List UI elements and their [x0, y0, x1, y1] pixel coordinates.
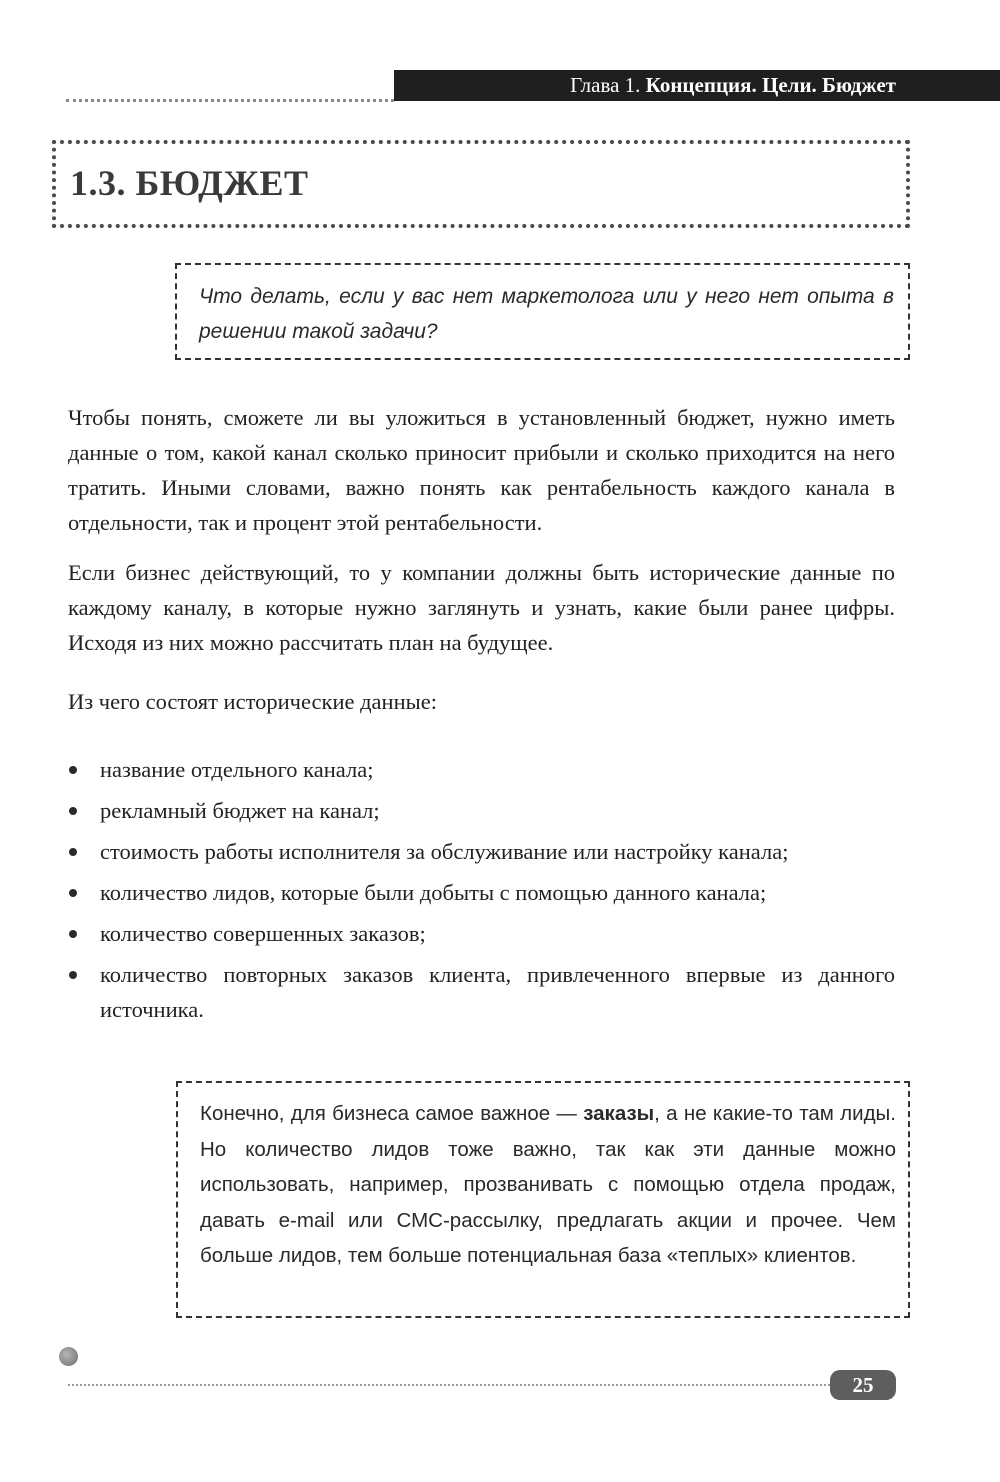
page-number: 25 — [830, 1370, 896, 1400]
list-item: рекламный бюджет на канал; — [68, 793, 895, 828]
list-item: стоимость работы исполнителя за обслуживание или настройку канала; — [68, 834, 895, 869]
list-item: количество повторных заказов клиента, привлеченного впервые из данного источника. — [68, 957, 895, 1027]
body-paragraph-1: Чтобы понять, сможете ли вы уложиться в установленный бюджет, нужно иметь данные о том, какой канал сколько приносит прибыли и сколько приходится на него тратить. Иными словами, важно понять как рентабельность каждого канала в отдельности, так и процент этой рентабельности. — [68, 405, 895, 535]
bullet-icon — [69, 971, 77, 979]
historical-data-list — [68, 752, 895, 1033]
note-bold-word: заказы — [583, 1102, 655, 1125]
bullet-icon — [69, 807, 77, 815]
chapter-prefix: Глава 1. — [570, 73, 646, 97]
running-header — [394, 70, 1000, 101]
question-callout — [175, 263, 910, 360]
section-heading-box — [52, 140, 910, 228]
footer-dotted-rule — [68, 1384, 830, 1386]
note-text: Конечно, для бизнеса самое важное — заказы, а не какие-то там лиды. Но количество лидов тоже важно, так как эти данные можно использовать, например, прозванивать с помощью отдела продаж, давать e-mail или СМС-рассылку, предлагать акции и прочее. Чем больше лидов, тем больше потенциальная база «теплых» клиентов. — [200, 1102, 896, 1267]
bullet-icon — [69, 930, 77, 938]
note-callout — [176, 1081, 910, 1318]
bullet-icon — [69, 766, 77, 774]
footer-circle-icon — [59, 1347, 78, 1366]
list-item: количество совершенных заказов; — [68, 916, 895, 951]
bullet-icon — [69, 889, 77, 897]
question-text: Что делать, если у вас нет маркетолога или у него нет опыта в решении такой задачи? — [199, 285, 894, 343]
bullet-icon — [69, 848, 77, 856]
section-title: 1.3. БЮДЖЕТ — [70, 163, 309, 203]
header-dotted-rule — [66, 99, 394, 102]
list-item: количество лидов, которые были добыты с помощью данного канала; — [68, 875, 895, 910]
list-item: название отдельного канала; — [68, 752, 895, 787]
chapter-title: Концепция. Цели. Бюджет — [645, 73, 896, 97]
body-paragraph-2: Если бизнес действующий, то у компании должны быть исторические данные по каждому каналу, в которые нужно заглянуть и узнать, какие были ранее цифры. Исходя из них можно рассчитать план на будущее. — [68, 560, 895, 655]
list-intro: Из чего состоят исторические данные: — [68, 689, 437, 714]
